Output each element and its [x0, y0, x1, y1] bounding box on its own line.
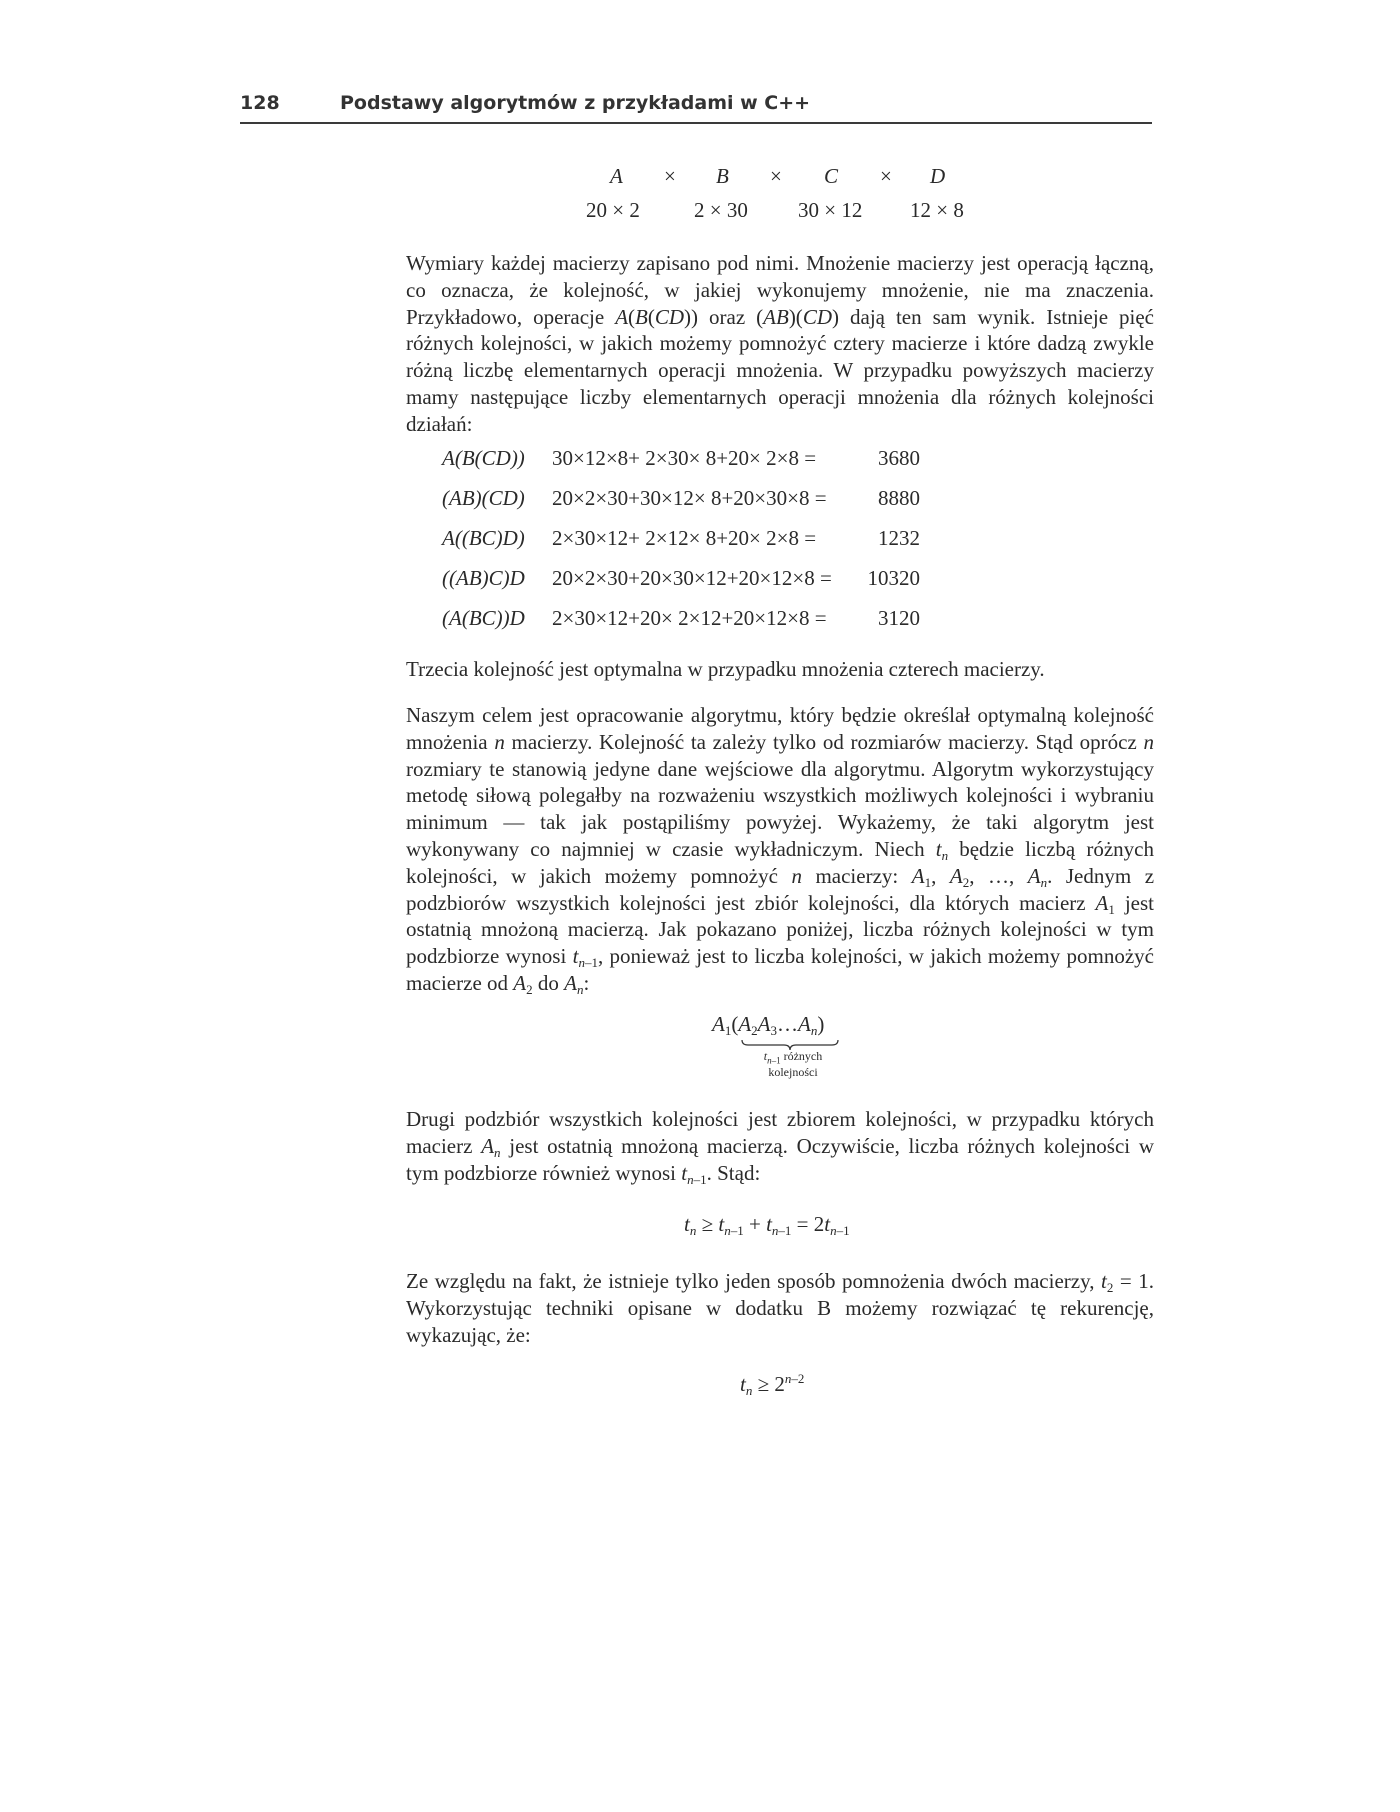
- paragraph-4: Drugi podzbiór wszystkich kolejności jest zbiorem kolejności, w przypadku których macierz $A_n$ jest ostatnią mnożoną macierzą. Oczywiście, liczba różnych kolejności w tym podzbiorze również wynosi $t_{n-1}$. Stąd:: [406, 1107, 1154, 1187]
- times-symbol: ×: [880, 164, 892, 188]
- cost-result: 10320: [867, 566, 920, 590]
- times-symbol: ×: [664, 164, 676, 188]
- paragraph-3: Naszym celem jest opracowanie algorytmu, który będzie określał optymalną kolejność mnożenia n macierzy. Kolejność ta zależy tylko od rozmiarów macierzy. Stąd oprócz n rozmiary te stanowią jedyne dane wejściowe dla algorytmu. Algorytm wykorzystujący metodę siłową polegałby na rozważeniu wszystkich możliwych kolejności i wybraniu minimum — tak jak postąpiliśmy powyżej. Wykażemy, że taki algorytm jest wykonywany co najmniej w czasie wykładniczym. Niech $t_n$ będzie liczbą różnych kolejności, w jakich możemy pomnożyć n macierzy: $A_1$, $A_2$, …, $A_n$. Jednym z podzbiorów wszystkich kolejności jest zbiór kolejności, dla których macierz $A_1$ jest ostatnią mnożoną macierzą. Jak pokazano poniżej, liczba różnych kolejności w tym podzbiorze wynosi $t_{n-1}$, ponieważ jest to liczba kolejności, w jakich możemy pomnożyć macierze od $A_2$ do $A_n$:: [406, 703, 1155, 997]
- cost-expression: 20×2×30+20×30×12+20×12×8 =: [552, 566, 832, 590]
- paragraph-5: Ze względu na fakt, że istnieje tylko jeden sposób pomnożenia dwóch macierzy, $t_2 = 1$. Wykorzystując techniki opisane w dodatku B możemy rozwiązać tę rekurencję, wykazując, że:: [406, 1269, 1154, 1347]
- order-label: A((BC)D): [442, 526, 525, 550]
- matrix-dim-c: 30 × 12: [798, 198, 863, 222]
- order-label: ((AB)C)D: [442, 566, 525, 590]
- matrix-name-b: B: [716, 164, 729, 188]
- cost-expression: 30×12×8+ 2×30× 8+20× 2×8 =: [552, 446, 817, 470]
- cost-result: 3120: [878, 606, 920, 630]
- matrix-name-a: A: [610, 164, 623, 188]
- cost-expression: 2×30×12+ 2×12× 8+20× 2×8 =: [552, 526, 817, 550]
- order-label: (AB)(CD): [442, 486, 525, 510]
- cost-result: 8880: [878, 486, 920, 510]
- cost-result: 1232: [878, 526, 920, 550]
- matrix-dim-b: 2 × 30: [694, 198, 748, 222]
- matrix-dim-d: 12 × 8: [910, 198, 964, 222]
- cost-expression: 2×30×12+20× 2×12+20×12×8 =: [552, 606, 827, 630]
- paragraph-1: Wymiary każdej macierzy zapisano pod nimi. Mnożenie macierzy jest operacją łączną, co oznacza, że kolejność, w jakiej wykonujemy mnożenie, nie ma znaczenia. Przykładowo, operacje A(B(CD)) oraz (AB)(CD) dają ten sam wynik. Istnieje pięć różnych kolejności, w jakich możemy pomnożyć cztery macierze i które dadzą zwykle różną liczbę elementarnych operacji mnożenia. W przypadku powyższych macierzy mamy następujące liczby elementarnych operacji mnożenia dla różnych kolejności działań:: [406, 251, 1154, 436]
- order-label: (A(BC))D: [442, 606, 525, 630]
- brace-formula: $A_1(A_2A_3\dots A_n)$: [712, 1012, 825, 1038]
- bound-equation: $t_n \ge 2^{n-2}$: [740, 1371, 805, 1398]
- order-label: A(B(CD)): [442, 446, 525, 470]
- brace-annotation: $t_{n-1}$ różnych kolejności: [763, 1049, 823, 1080]
- matrix-name-c: C: [824, 164, 839, 188]
- running-header: [240, 88, 1152, 124]
- matrix-dim-a: 20 × 2: [586, 198, 640, 222]
- matrix-name-d: D: [930, 164, 946, 188]
- book-title: Podstawy algorytmów z przykładami w C++: [340, 92, 811, 114]
- cost-expression: 20×2×30+30×12× 8+20×30×8 =: [552, 486, 827, 510]
- recurrence-equation: $t_n \ge t_{n-1} + t_{n-1} = 2t_{n-1}$: [684, 1212, 850, 1238]
- page-number: 128: [240, 92, 280, 114]
- times-symbol: ×: [770, 164, 782, 188]
- cost-result: 3680: [878, 446, 920, 470]
- paragraph-2: Trzecia kolejność jest optymalna w przypadku mnożenia czterech macierzy.: [406, 657, 1045, 681]
